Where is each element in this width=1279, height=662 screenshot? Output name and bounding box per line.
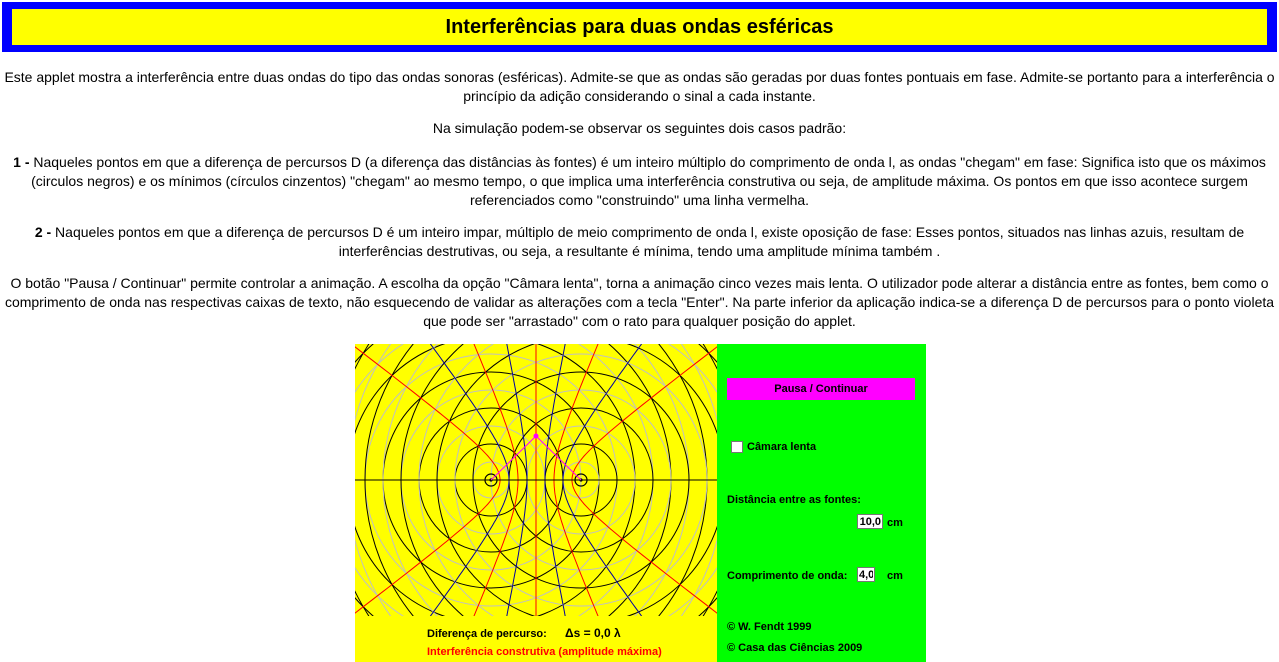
page-title: Interferências para duas ondas esféricas [12, 9, 1267, 45]
path-difference-readout [355, 616, 717, 662]
interference-applet [355, 344, 926, 662]
case-2-paragraph [4, 223, 1275, 261]
distance-unit: cm [887, 517, 903, 529]
title-banner [2, 2, 1277, 52]
cases-intro: Na simulação podem-se observar os seguintes dois casos padrão: [432, 120, 847, 136]
case-2-text: Naqueles pontos em que a diferença de percursos D é um inteiro impar, múltiplo de meio comprimento de onda l, existe oposição de fase: Esses pontos, situados nas linhas azuis, resultam de interferências destrutivas, ou seja, a resultante é mínima, tendo uma amplitude mínima também . [51, 224, 1245, 259]
slow-motion-checkbox[interactable] [731, 441, 816, 453]
wavelength-label: Comprimento de onda: [727, 570, 848, 582]
intro-paragraph: Este applet mostra a interferência entre duas ondas do tipo das ondas sonoras (esféricas). Admite-se que as ondas são geradas por duas fontes pontuais em fase. Admite-se portanto para a interferência o princípio da adição considerando o sinal a cada instante. [4, 69, 1275, 104]
control-panel [717, 344, 926, 662]
case-1-text: Naqueles pontos em que a diferença de percursos D (a diferença das distâncias às fontes) é um inteiro múltiplo do comprimento de onda l, as ondas "chegam" em fase: Significa isto que os máximos (circulos negros) e os mínimos (círculos cinzentos) "chegam" ao mesmo tempo, o que implica uma interferência construtiva ou seja, de amplitude máxima. Os pontos em que isso acontece surgem referenciados como "construindo" uma linha vermelha. [29, 154, 1266, 208]
case-2-number: 2 - [34, 224, 52, 240]
credit-publisher: © Casa das Ciências 2009 [727, 642, 863, 654]
wave-field-drawing[interactable] [355, 344, 717, 616]
probe-point-icon[interactable] [534, 434, 539, 439]
distance-input[interactable] [857, 514, 883, 529]
path-difference-value: Δs = 0,0 λ [565, 626, 621, 640]
pause-continue-button[interactable]: Pausa / Continuar [727, 378, 915, 400]
probe-path-1 [491, 436, 536, 480]
distance-label: Distância entre as fontes: [727, 494, 861, 506]
case-1-number: 1 - [13, 154, 30, 170]
wavelength-input[interactable] [857, 567, 875, 582]
simulation-canvas[interactable] [355, 344, 717, 662]
credit-author: © W. Fendt 1999 [727, 621, 812, 633]
path-difference-label: Diferença de percurso: [427, 628, 547, 640]
slow-motion-label: Câmara lenta [747, 441, 817, 453]
case-1-paragraph [4, 153, 1275, 210]
wavelength-unit: cm [887, 570, 903, 582]
checkbox-icon[interactable] [731, 441, 743, 453]
probe-path-2 [536, 436, 581, 480]
interference-status: Interferência construtiva (amplitude máxima) [427, 646, 662, 658]
controls-paragraph: O botão "Pausa / Continuar" permite controlar a animação. A escolha da opção "Câmara lenta", torna a animação cinco vezes mais lenta. O utilizador pode alterar a distância entre as fontes, bem como o comprimento de onda nas respectivas caixas de texto, não esquecendo de validar as alterações com a tecla "Enter". Na parte inferior da aplicação indica-se a diferença D de percursos para o ponto violeta que pode ser "arrastado" com o rato para qualquer posição do applet. [4, 275, 1275, 329]
